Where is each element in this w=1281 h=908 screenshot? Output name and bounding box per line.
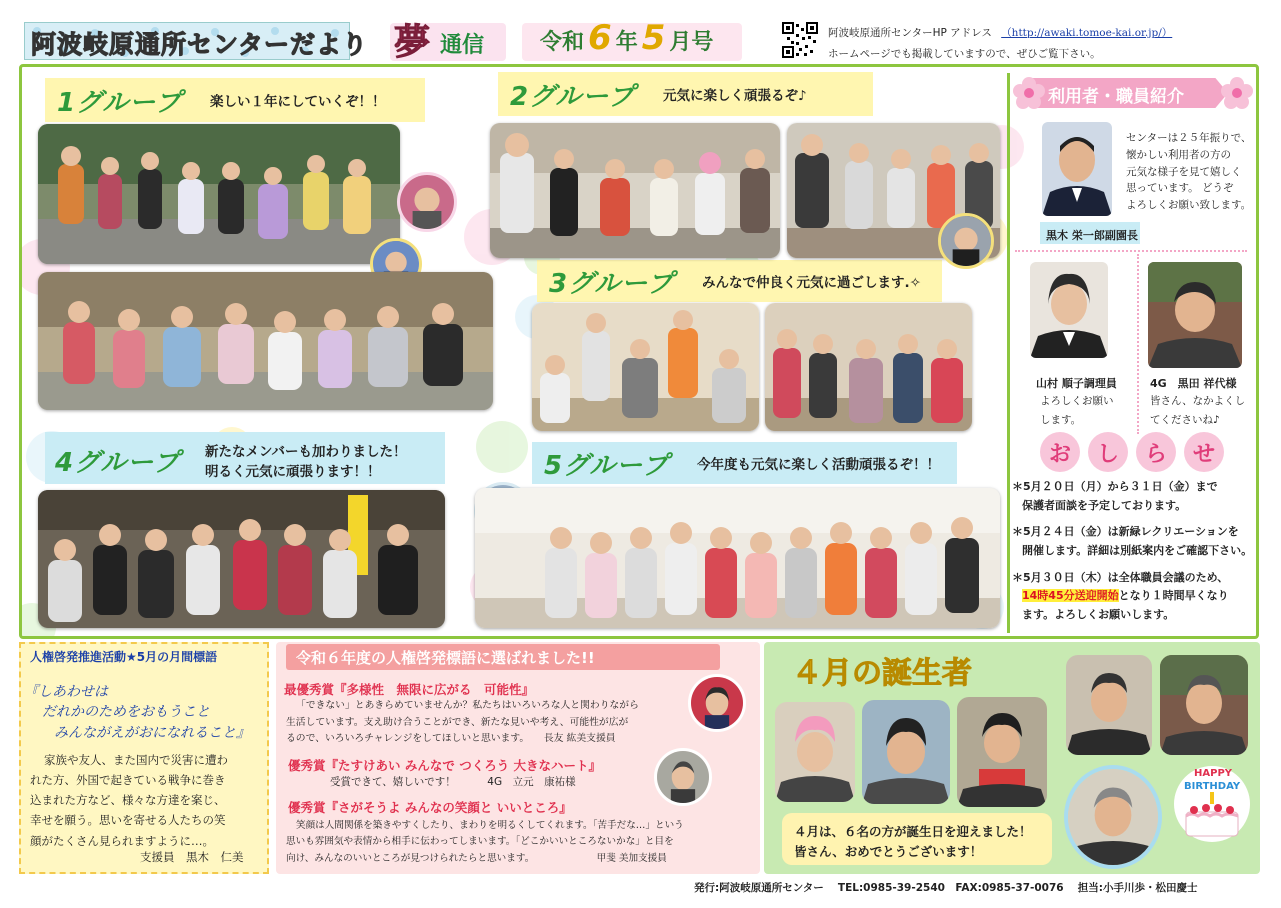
awards-heading: 令和６年度の人権啓発標語に選ばれました!! — [296, 649, 595, 667]
birthday-person-6 — [1064, 765, 1162, 869]
vice-director-text-line: センターは２５年振りで、 — [1126, 132, 1252, 144]
vice-director-text-line: 思っています。 どうぞ — [1126, 182, 1234, 195]
group4-message-line1: 新たなメンバーも加わりました！ — [205, 444, 407, 460]
motto-heading: 人権啓発推進活動★5月の月間標語 — [30, 650, 218, 664]
birthday-person-1 — [775, 702, 855, 802]
motto-body-line: 家族や友人、また国内で災害に遭わ — [44, 753, 228, 767]
motto-body-line: 込まれた方など、様々な方達を案じ、 — [30, 793, 226, 808]
group4-photo — [38, 490, 445, 628]
vice-director-text-line: よろしくお願い致します。 — [1126, 199, 1252, 212]
staff-divider-h — [1015, 250, 1247, 252]
flower-icon-right — [1220, 76, 1254, 110]
cook-name: 山村 順子調理員 — [1036, 377, 1117, 390]
group5-message: 今年度も元気に楽しく活動頑張るぞ！！ — [697, 457, 941, 473]
cake-birthday-text: BIRTHDAY — [1184, 781, 1241, 792]
birthday-message-line2: 皆さん、おめでとうございます！ — [794, 844, 983, 859]
motto-line: みんながえがおになれること』 — [54, 724, 250, 741]
award-body-line: 笑顔は人間関係を築きやすくしたり、まわりを明るくしてくれます。「苦手だな…」という — [296, 820, 684, 831]
qr-code-icon[interactable] — [782, 22, 818, 58]
group2-portrait — [938, 213, 994, 269]
group1-photo-2 — [38, 272, 493, 410]
notice-heading-bubble: せ — [1184, 432, 1224, 472]
motto-text — [24, 682, 250, 743]
newsletter-title-box — [24, 22, 369, 60]
group1-banner — [45, 78, 425, 122]
group3-photo-2 — [765, 303, 972, 431]
staff-divider-v — [1137, 254, 1139, 434]
notice-list — [1012, 478, 1252, 625]
notice-line: ＊5月２０日（月）から３１日（金）まで — [1012, 480, 1218, 493]
notice-highlight: 14時45分送迎開始 — [1022, 589, 1119, 603]
cake-happy-text: HAPPY — [1194, 768, 1233, 779]
tsushin-text: 通信 — [440, 33, 485, 58]
motto-body-line: 幸せを願う。思いを寄せる人たちの笑 — [30, 813, 226, 828]
group2-photo-1 — [490, 123, 780, 258]
group1-portrait-small — [397, 172, 457, 232]
group3-message: みんなで仲良く元気に過ごします.✧ — [702, 275, 921, 291]
member-name: 4G 黒田 祥代様 — [1150, 377, 1237, 390]
member-text — [1150, 392, 1245, 430]
issue-year-unit: 年 — [615, 30, 638, 55]
group1-title: 1グループ — [57, 87, 183, 118]
notice-line: ＊5月２４日（金）は新緑レクリエーションを — [1012, 525, 1239, 539]
motto-line: 『しあわせは — [24, 684, 108, 700]
cook-text-line: よろしくお願い — [1040, 395, 1114, 407]
issue-date — [540, 18, 713, 58]
award-2-photo — [654, 748, 712, 806]
group1-message: 楽しい１年にしていくぞ！！ — [210, 94, 386, 110]
group2-title: 2グループ — [510, 81, 636, 112]
group5-title: 5グループ — [544, 450, 670, 481]
award-body-line: 向け、みんなのいいところが見つけられたらと思います。 甲斐 美加支援員 — [286, 852, 667, 864]
notice-heading-bubble: ら — [1136, 432, 1176, 472]
notice-heading-bubble: し — [1088, 432, 1128, 472]
vice-director-name: 黒木 栄一郎副園長 — [1046, 229, 1138, 242]
motto-line: だれかのためをおもうこと — [42, 704, 210, 721]
group3-banner — [537, 260, 942, 302]
motto-author: 支援員 黒木 仁美 — [140, 850, 244, 864]
award-body-line: るので、いろいろチャレンジをしてほしいと思います。 長友 紘美支援員 — [286, 733, 616, 745]
member-text-line: 皆さん、なかよくし — [1150, 395, 1246, 407]
group5-banner — [532, 442, 957, 484]
notice-item-3 — [1012, 569, 1252, 625]
group4-title: 4グループ — [55, 448, 181, 478]
award-1-body — [286, 698, 639, 748]
issue-era: 令和 — [540, 30, 585, 55]
notice-line: ます。よろしくお願いします。 — [1022, 608, 1175, 622]
award-2-body: 受賞できて、嬉しいです！ 4G 立元 康祐様 — [330, 776, 576, 788]
footer: 発行:阿波岐原通所センター TEL:0985-39-2540 FAX:0985-37-0076 担当:小手川歩・松田慶士 — [694, 882, 1198, 894]
award-1-title: 最優秀賞『多様性 無限に広がる 可能性』 — [284, 682, 535, 697]
vice-director-photo — [1042, 122, 1112, 216]
issue-month: 5 — [641, 18, 666, 58]
flower-icon — [1012, 76, 1046, 110]
vice-director-text-line: 元気な様子を見て嬉しく — [1126, 165, 1242, 178]
notice-heading-bubble: お — [1040, 432, 1080, 472]
hp-label — [828, 25, 1172, 40]
issue-year: 6 — [588, 18, 612, 58]
notice-item-1 — [1012, 478, 1252, 515]
cook-photo — [1030, 262, 1108, 358]
group4-message-line2: 明るく元気に頑張ります！！ — [205, 464, 381, 480]
award-body-line: 思いも雰囲気や表情から相手に伝わってしまいます。「どこかいいところないかな」と目を — [286, 836, 674, 848]
motto-body — [30, 750, 228, 851]
cook-text — [1040, 392, 1114, 430]
hp-url-link[interactable]: （http://awaki.tomoe-kai.or.jp/） — [1001, 27, 1173, 39]
group4-banner — [45, 432, 445, 484]
member-photo — [1148, 262, 1242, 368]
motto-body-line: 顔がたくさん見られますように…。 — [30, 833, 214, 848]
notice-line: 開催します。詳細は別紙案内をご確認下さい。 — [1022, 544, 1253, 558]
birthday-person-5 — [1160, 655, 1248, 755]
notice-item-2 — [1012, 523, 1252, 560]
group1-photo-1 — [38, 124, 400, 264]
issue-month-unit: 月号 — [669, 30, 714, 55]
column-divider — [1007, 73, 1010, 633]
hp-label-text: 阿波岐原通所センターHP アドレス — [828, 27, 992, 39]
motto-body-line: れた方、外国で起きている戦争に巻き — [30, 773, 226, 788]
award-3-title: 優秀賞『さがそうよ みんなの笑顔と いいところ』 — [288, 800, 572, 815]
notice-line: 保護者面談を予定しております。 — [1022, 498, 1187, 512]
notice-line — [1012, 587, 1252, 606]
newsletter-title: 阿波岐原通所センターだより — [31, 30, 369, 59]
birthday-heading: ４月の誕生者 — [792, 656, 972, 691]
birthday-person-4 — [1066, 655, 1152, 755]
member-text-line: てくださいね♪ — [1150, 413, 1220, 426]
vice-director-text — [1126, 130, 1251, 214]
birthday-person-2 — [862, 700, 950, 804]
header — [0, 0, 1281, 62]
group3-title: 3グループ — [549, 268, 675, 299]
hp-note: ホームページでも掲載していますので、ぜひご覧下さい。 — [828, 48, 1101, 60]
notice-heading — [1040, 432, 1224, 472]
yume-kanji: 夢 — [394, 22, 431, 63]
birthday-message-line1: ４月は、６名の方が誕生日を迎えました！ — [794, 824, 1032, 839]
award-1-photo — [688, 674, 746, 732]
notice-line: ＊5月３０日（木）は全体職員会議のため、 — [1012, 570, 1229, 584]
group3-photo-1 — [532, 303, 759, 431]
award-2-title: 優秀賞『たすけあい みんなで つくろう 大きなハート』 — [288, 758, 602, 773]
vice-director-text-line: 懐かしい利用者の方の — [1126, 148, 1231, 161]
group5-photo — [475, 488, 1000, 628]
group2-banner — [498, 72, 873, 116]
award-body-line: 「できない」とあきらめていませんか？私たちはいろいろな人と関わりながら — [296, 700, 639, 711]
birthday-person-3 — [957, 697, 1047, 807]
notice-text: となり１時間早くなり — [1118, 589, 1229, 603]
group2-message: 元気に楽しく頑張るぞ♪ — [663, 88, 807, 104]
cook-text-line: します。 — [1040, 413, 1082, 426]
staff-intro-heading: 利用者・職員紹介 — [1048, 87, 1184, 107]
award-body-line: 生活しています。支え助け合うことができ、新たな見いや考え、可能性が広が — [286, 716, 629, 728]
award-3-body — [286, 818, 684, 867]
